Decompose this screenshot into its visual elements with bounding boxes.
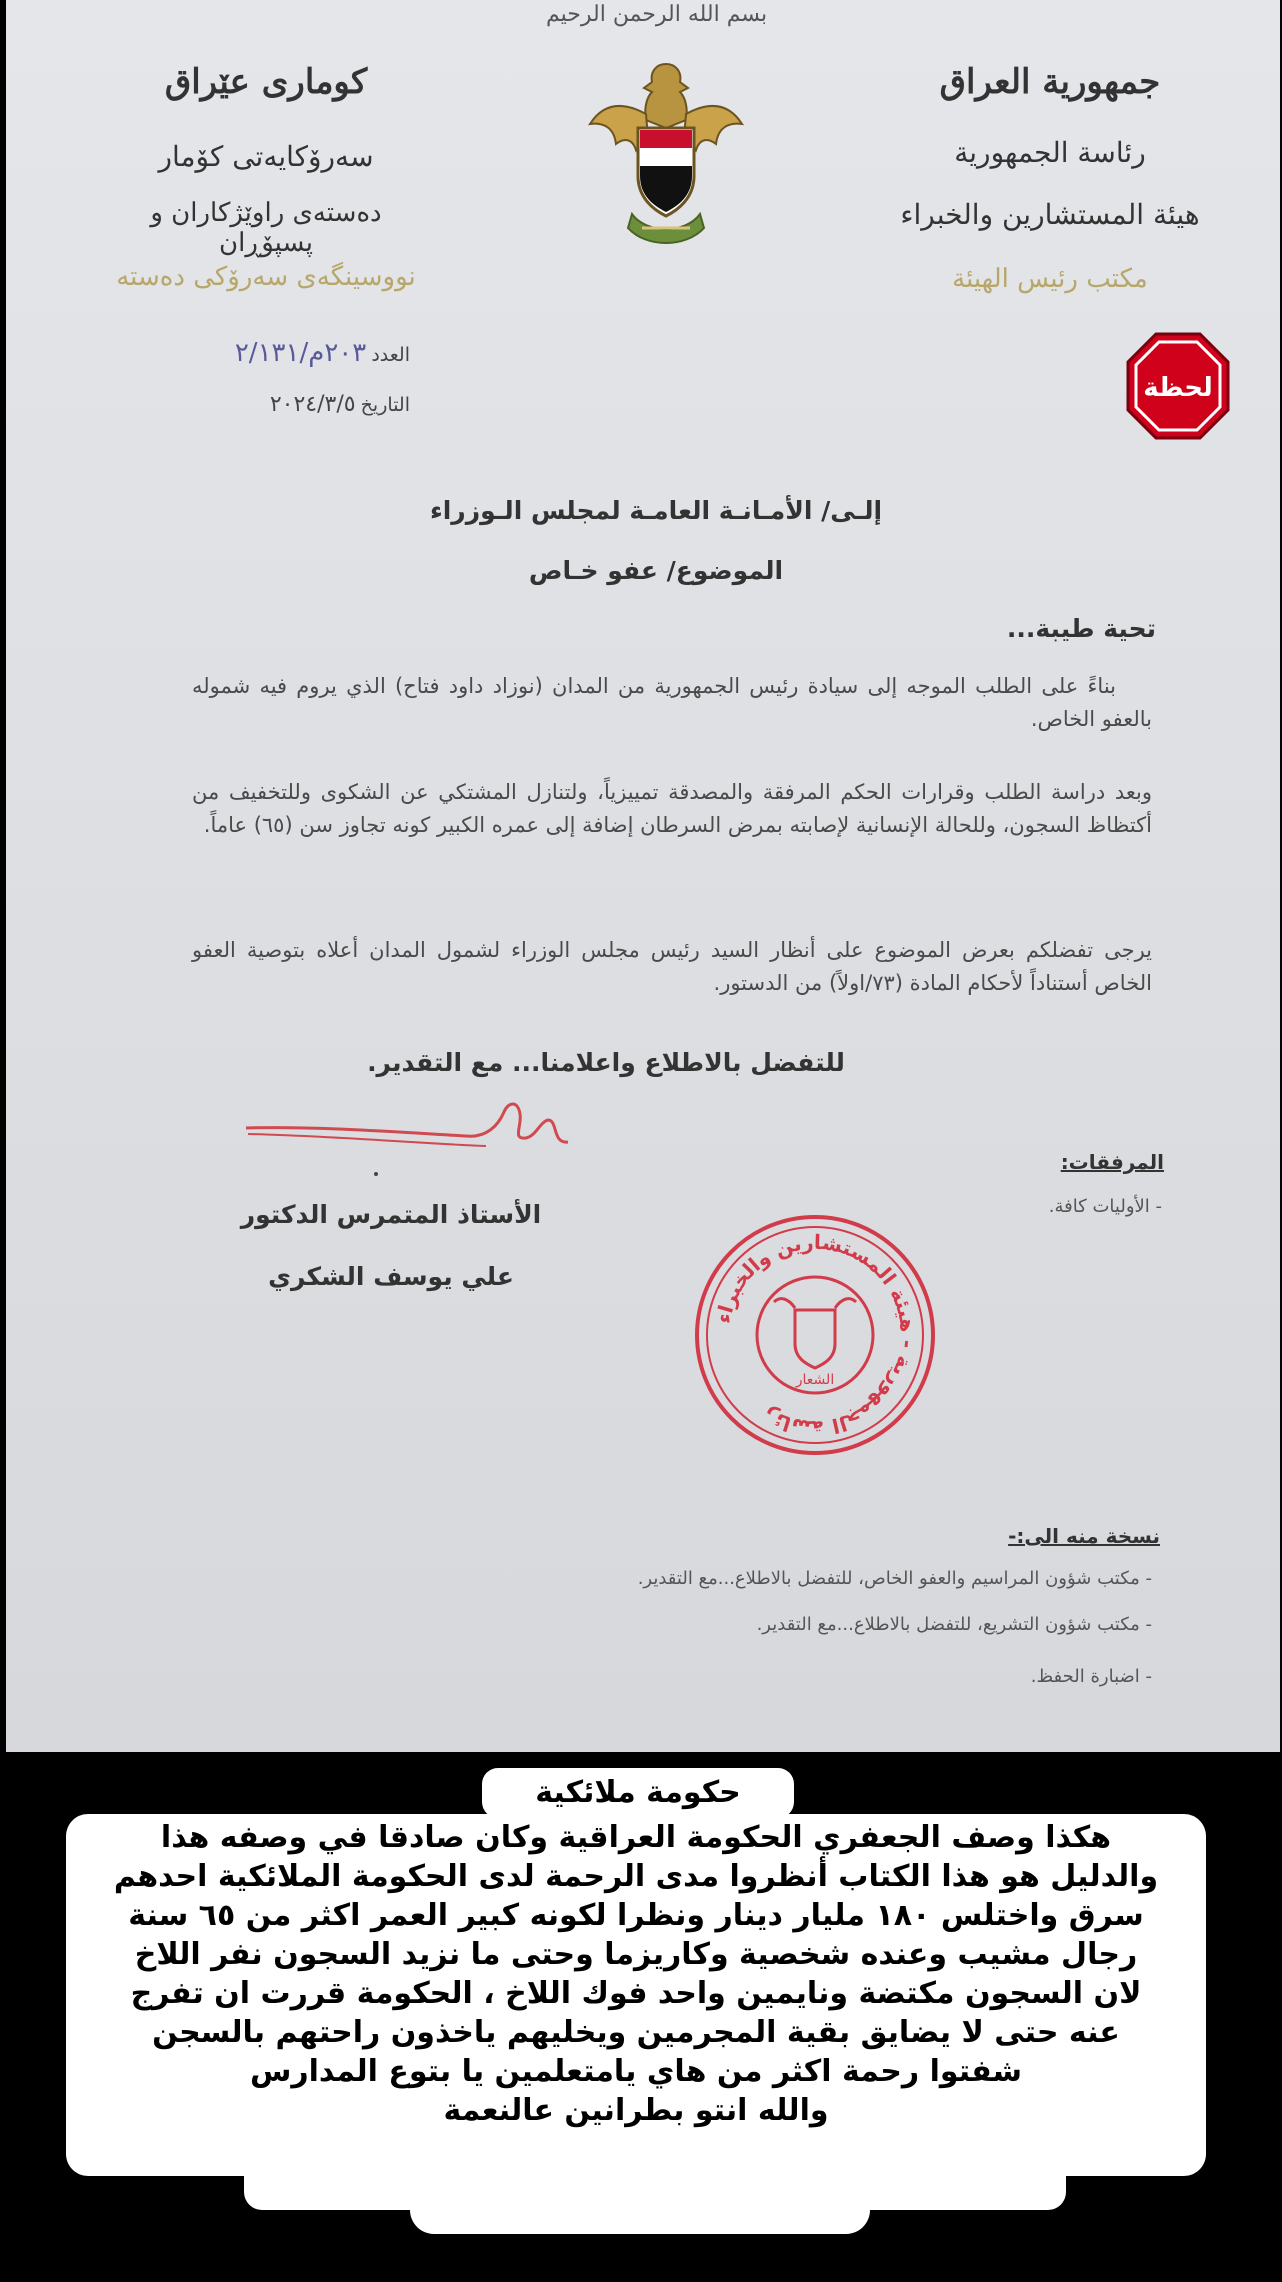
kurdish-header-line-2: سەرۆكایەتی كۆمار [158, 140, 374, 173]
greeting: تحية طيبة... [1006, 614, 1156, 643]
seal-ring-text: رئاسة الجمهورية - هيئة المستشارين والخبراء [710, 1229, 921, 1441]
arabic-header-line-2: رئاسة الجمهورية [954, 136, 1146, 169]
paragraph-1: بناءً على الطلب الموجه إلى سيادة رئيس الجمهورية من المدان (نوزاد داود فتاح) الذي يروم فيه شموله بالعفو الخاص. [192, 674, 1152, 731]
caption-text [66, 1818, 1206, 2130]
arabic-header-line-3: هيئة المستشارين والخبراء [900, 198, 1200, 231]
arabic-header-line-4: مكتب رئيس الهيئة [952, 264, 1148, 294]
caption-line-4: رجال مشيب وعنده شخصية وكاريزما وحتى ما نزيد السجون نفر اللاخ [134, 1937, 1138, 1972]
kurdish-header-line-3: دەستەی راوێژكاران و پسپۆڕان [150, 198, 382, 258]
signature [236, 1086, 576, 1186]
copy-item-3: - اضبارة الحفظ. [1030, 1666, 1152, 1687]
ref-number-label: العدد [371, 344, 410, 366]
signatory-name: علي يوسف الشكري [268, 1262, 514, 1291]
copies-label: نسخة منه الى:- [1008, 1524, 1160, 1548]
paragraph-3: يرجى تفضلكم بعرض الموضوع على أنظار السيد رئيس مجلس الوزراء لشمول المدان أعلاه بتوصية العفو الخاص أستناداً لأحكام المادة (٧٣/اولاً) من الدستور. [192, 938, 1152, 995]
caption-title: حكومة ملائكية [482, 1768, 794, 1818]
caption-line-8: والله انتو بطرانين عالنعمة [443, 2093, 829, 2128]
caption-line-1: هكذا وصف الجعفري الحكومة العراقية وكان صادقا في وصفه هذا [160, 1820, 1112, 1855]
arabic-header-line-1: جمهورية العراق [939, 62, 1161, 102]
attachment-item: - الأوليات كافة. [1048, 1196, 1162, 1217]
caption-background-last [410, 2144, 870, 2234]
caption-line-7: شفتوا رحمة اكثر من هاي يامتعلمين يا بتوع المدارس [249, 2054, 1023, 2089]
copy-item-1: - مكتب شؤون المراسيم والعفو الخاص، للتفضل بالاطلاع...مع التقدير. [637, 1568, 1152, 1589]
paragraph-2: وبعد دراسة الطلب وقرارات الحكم المرفقة والمصدقة تمييزياً، ولتنازل المشتكي عن الشكوى وللتخفيف من أكتظاظ السجون، وللحالة الإنسانية لإصابته بمرض السرطان إضافة إلى عمره الكبير كونه تجاوز سن (٦٥) عاماً. [192, 780, 1152, 837]
caption-line-6: عنه حتى لا يضايق بقية المجرمين ويخليهم ياخذون راحتهم بالسجن [152, 2015, 1120, 2050]
ref-number: ٢٠٣م/٢/١٣١ [234, 338, 367, 368]
date-value: ٢٠٢٤/٣/٥ [269, 392, 356, 417]
caption-line-5: لان السجون مكتضة ونايمين واحد فوك اللاخ ، الحكومة قررت ان تفرج [130, 1976, 1142, 2011]
subject-line: الموضوع/ عفو خـاص [528, 556, 784, 585]
kurdish-header-line-4: نووسینگەی سەرۆكی دەستە [116, 262, 416, 292]
copy-item-2: - مكتب شؤون التشريع، للتفضل بالاطلاع...مع التقدير. [756, 1614, 1152, 1635]
caption-line-2: والدليل هو هذا الكتاب أنظروا مدى الرحمة لدى الحكومة الملائكية احدهم [113, 1859, 1159, 1894]
svg-text:رئاسة الجمهورية - هيئة المستشا [711, 1230, 920, 1441]
seal-inner-text: الشعار [795, 1372, 835, 1388]
closing-line: للتفضل بالاطلاع واعلامنا... مع التقدير. [367, 1048, 845, 1077]
recipient-line: إلـى/ الأمـانـة العامـة لمجلس الـوزراء [429, 496, 883, 525]
date-label: التاريخ [360, 394, 410, 416]
bismillah-text: بسم الله الرحمن الرحيم [546, 2, 768, 27]
lahza-logo-icon [1126, 330, 1230, 442]
kurdish-header-line-1: كوماری عێراق [164, 62, 368, 102]
iraq-eagle-emblem-icon [586, 58, 746, 262]
letter-document [6, 0, 1280, 1752]
caption-line-3: سرق واختلس ١٨٠ مليار دينار ونظرا لكونه كبير العمر اكثر من ٦٥ سنة [128, 1898, 1144, 1933]
signatory-title: الأستاذ المتمرس الدكتور [240, 1200, 542, 1229]
official-seal-stamp [692, 1212, 938, 1458]
attachments-label: المرفقات: [1060, 1150, 1164, 1174]
lahza-logo-text: لحظة [1143, 373, 1213, 403]
